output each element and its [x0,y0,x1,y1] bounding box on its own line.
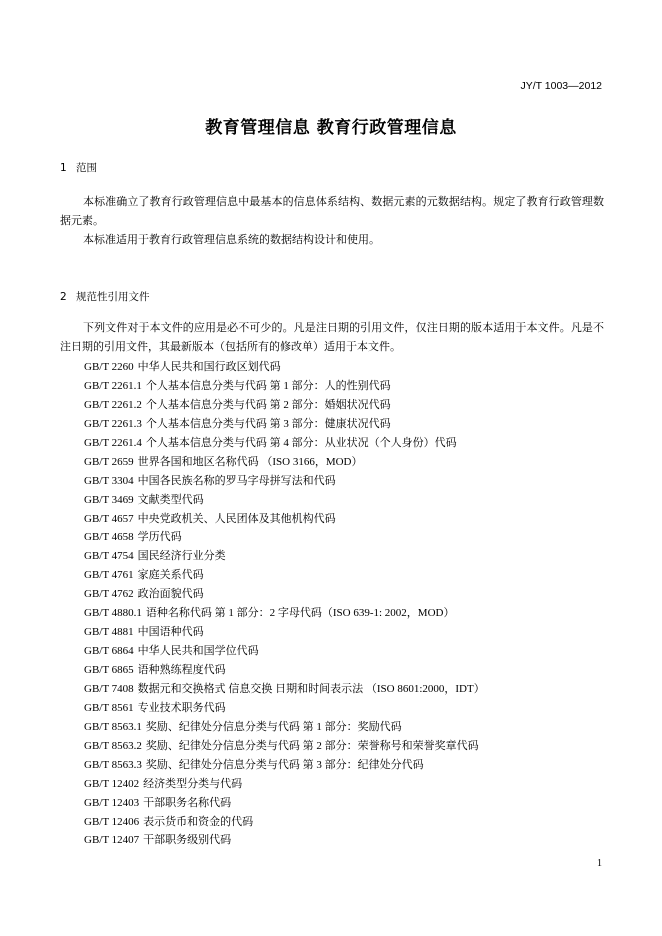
reference-title: 中华人民共和国学位代码 [137,645,259,658]
reference-item [84,415,485,434]
reference-code: GB/T 2659 [84,455,134,468]
reference-item [84,453,485,472]
page-number: 1 [597,858,602,869]
reference-code: GB/T 4754 [84,550,134,563]
reference-title: 学历代码 [137,531,182,544]
reference-title: 数据元和交换格式 信息交换 日期和时间表示法 （ISO 8601:2000，IDT） [137,682,485,695]
reference-item [84,737,485,756]
standard-code: JY/T 1003—2012 [520,80,602,92]
section-1-paragraph-2: 本标准适用于教育行政管理信息系统的数据结构设计和使用。 [83,234,380,246]
reference-code: GB/T 8563.1 [84,720,142,733]
reference-item [84,510,485,529]
reference-item [84,680,485,699]
reference-title: 奖励、纪律处分信息分类与代码 第 3 部分：纪律处分代码 [145,758,424,771]
reference-code: GB/T 4762 [84,588,134,601]
reference-title: 奖励、纪律处分信息分类与代码 第 2 部分：荣誉称号和荣誉奖章代码 [145,739,479,752]
reference-item [84,547,485,566]
reference-item [84,491,485,510]
section-1-paragraph-1: 本标准确立了教育行政管理信息中最基本的信息体系结构、数据元素的元数据结构。规定了教育行政管理数据元素。 [60,196,604,227]
reference-item [84,604,485,623]
section-1-title: 范围 [76,162,97,174]
reference-code: GB/T 12402 [84,777,140,790]
reference-title: 文献类型代码 [137,493,204,506]
reference-code: GB/T 4881 [84,626,134,639]
reference-code: GB/T 4658 [84,531,134,544]
reference-item [84,642,485,661]
reference-title: 政治面貌代码 [137,588,204,601]
document-title: 教育管理信息 教育行政管理信息 [205,118,457,138]
reference-item [84,756,485,775]
section-2-title: 规范性引用文件 [76,291,150,303]
reference-item [84,358,485,377]
reference-title: 奖励、纪律处分信息分类与代码 第 1 部分：奖励代码 [145,720,402,733]
reference-item [84,699,485,718]
reference-title: 经济类型分类与代码 [143,777,243,790]
reference-item [84,813,485,832]
reference-title: 专业技术职务代码 [137,701,226,714]
reference-code: GB/T 2260 [84,361,134,373]
reference-title: 家庭关系代码 [137,569,204,582]
reference-code: GB/T 8563.2 [84,739,142,752]
reference-code: GB/T 6865 [84,664,134,676]
reference-title: 中国语种代码 [137,626,204,639]
reference-item [84,528,485,547]
section-1-number: 1 [60,162,67,174]
reference-title: 干部职务级别代码 [143,834,232,847]
reference-title: 个人基本信息分类与代码 第 3 部分：健康状况代码 [145,417,391,430]
reference-item [84,794,485,813]
reference-title: 个人基本信息分类与代码 第 4 部分：从业状况（个人身份）代码 [145,436,457,449]
reference-item [84,623,485,642]
reference-code: GB/T 7408 [84,682,134,695]
reference-title: 语种熟练程度代码 [137,664,226,676]
reference-code: GB/T 2261.3 [84,417,142,430]
reference-item [84,566,485,585]
reference-title: 个人基本信息分类与代码 第 2 部分：婚姻状况代码 [145,398,391,411]
reference-item [84,661,485,680]
reference-list [84,358,485,850]
reference-item [84,718,485,737]
section-2-intro: 下列文件对于本文件的应用是必不可少的。凡是注日期的引用文件，仅注日期的版本适用于本文件。凡是不注日期的引用文件，其最新版本（包括所有的修改单）适用于本文件。 [60,322,604,353]
reference-code: GB/T 12406 [84,815,140,828]
reference-code: GB/T 12403 [84,796,140,809]
reference-title: 国民经济行业分类 [137,550,226,563]
section-2-heading [60,289,150,304]
reference-code: GB/T 8561 [84,701,134,714]
reference-item [84,396,485,415]
reference-item [84,472,485,491]
reference-code: GB/T 4761 [84,569,134,582]
reference-title: 中国各民族名称的罗马字母拼写法和代码 [137,474,336,487]
reference-item [84,585,485,604]
reference-code: GB/T 3469 [84,493,134,506]
reference-code: GB/T 6864 [84,645,134,658]
reference-code: GB/T 2261.4 [84,436,142,449]
section-1-heading [60,160,97,175]
reference-title: 中华人民共和国行政区划代码 [137,361,281,373]
reference-title: 干部职务名称代码 [143,796,232,809]
reference-title: 世界各国和地区名称代码 （ISO 3166，MOD） [137,455,363,468]
reference-item [84,434,485,453]
reference-code: GB/T 4880.1 [84,607,142,620]
reference-code: GB/T 2261.1 [84,379,142,392]
reference-item [84,775,485,794]
section-2-number: 2 [60,291,67,303]
reference-code: GB/T 8563.3 [84,758,142,771]
reference-title: 个人基本信息分类与代码 第 1 部分：人的性别代码 [145,379,391,392]
reference-item [84,831,485,850]
reference-code: GB/T 4657 [84,512,134,525]
reference-code: GB/T 12407 [84,834,140,847]
reference-title: 中央党政机关、人民团体及其他机构代码 [137,512,336,525]
reference-code: GB/T 2261.2 [84,398,142,411]
reference-title: 语种名称代码 第 1 部分：2 字母代码（ISO 639-1: 2002，MOD） [145,607,455,620]
reference-title: 表示货币和资金的代码 [143,815,254,828]
reference-item [84,377,485,396]
reference-code: GB/T 3304 [84,474,134,487]
